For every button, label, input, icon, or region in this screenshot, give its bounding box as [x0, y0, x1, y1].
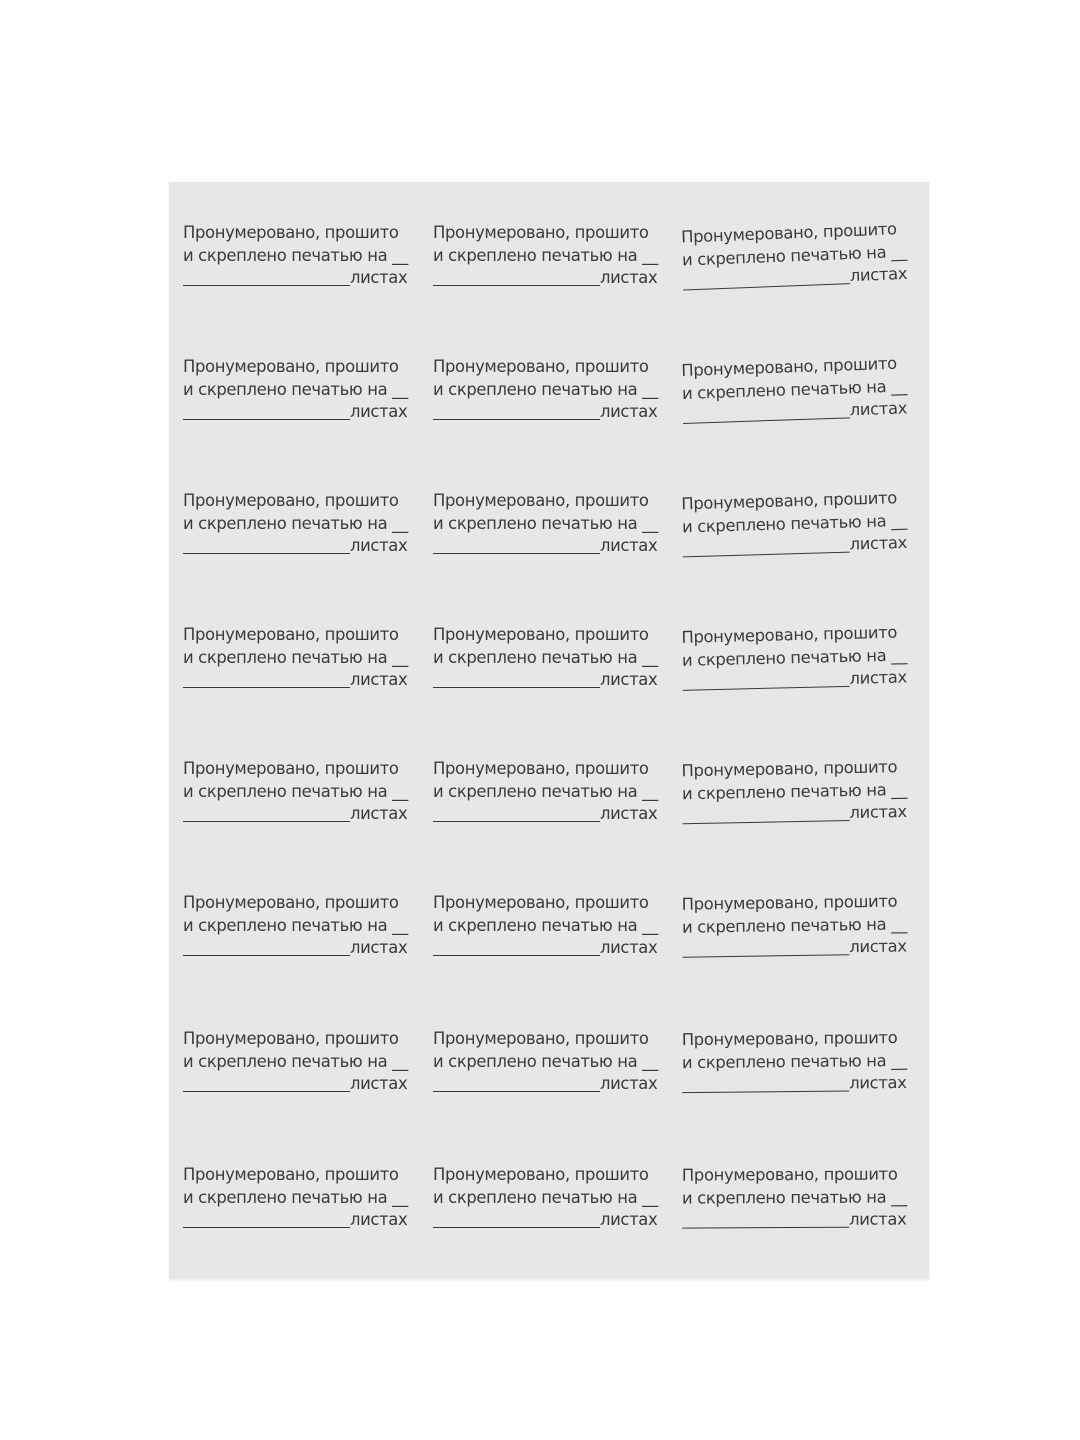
sticker-line-2: и скреплено печатью на __: [681, 1186, 907, 1208]
blank-underline: [183, 285, 350, 286]
sticker-label: [433, 1164, 669, 1232]
sticker-line-1: Пронумеровано, прошито: [183, 491, 399, 510]
blank-underline: [683, 820, 850, 824]
sticker-label: [433, 490, 669, 558]
sticker-label: [682, 1163, 918, 1232]
sticker-line-1: Пронумеровано, прошито: [680, 353, 898, 380]
sticker-suffix: листах: [350, 1210, 408, 1229]
sticker-suffix: листах: [849, 532, 908, 554]
sticker-line-3: [183, 937, 419, 960]
blank-underline: [433, 1227, 600, 1228]
sticker-line-2: и скреплено печатью на __: [681, 1050, 907, 1072]
sticker-suffix: листах: [849, 667, 908, 688]
sticker-line-1: Пронумеровано, прошито: [681, 1028, 898, 1050]
sticker-line-2: и скреплено печатью на __: [433, 915, 658, 935]
blank-underline: [433, 285, 600, 286]
sticker-suffix: листах: [849, 1072, 907, 1093]
sticker-line-3: [433, 1209, 669, 1232]
sticker-line-1: Пронумеровано, прошито: [681, 488, 898, 514]
sticker-suffix: листах: [350, 938, 408, 957]
sticker-line-1: Пронумеровано, прошито: [681, 757, 898, 781]
sticker-suffix: листах: [600, 402, 658, 421]
sticker-line-2: и скреплено печатью на __: [183, 379, 408, 399]
sticker-line-3: [682, 935, 918, 961]
blank-underline: [682, 1226, 849, 1228]
sticker-label: [183, 1164, 419, 1232]
sticker-line-1: Пронумеровано, прошито: [681, 891, 898, 914]
sticker-line-2: и скреплено печатью на __: [183, 781, 408, 801]
blank-underline: [183, 1091, 350, 1092]
sticker-line-1: Пронумеровано, прошито: [433, 625, 649, 644]
sticker-line-3: [183, 267, 419, 290]
sticker-label: [183, 1028, 419, 1096]
blank-underline: [683, 685, 850, 690]
sticker-suffix: листах: [350, 804, 408, 823]
sticker-line-3: [183, 535, 419, 558]
sticker-label: [433, 1028, 669, 1096]
sticker-label: [682, 890, 919, 961]
sticker-line-3: [682, 1072, 918, 1097]
sticker-line-2: и скреплено печатью на __: [681, 644, 908, 670]
blank-underline: [683, 283, 850, 290]
blank-underline: [433, 419, 600, 420]
blank-underline: [683, 551, 850, 557]
sticker-label: [681, 352, 919, 427]
sticker-line-2: и скреплено печатью на __: [681, 241, 908, 270]
blank-underline: [433, 821, 600, 822]
blank-underline: [183, 687, 350, 688]
sticker-line-3: [183, 803, 419, 826]
sticker-label: [183, 892, 419, 960]
sticker-label: [183, 222, 419, 290]
sticker-line-1: Пронумеровано, прошито: [183, 223, 399, 242]
sticker-line-2: и скреплено печатью на __: [681, 913, 907, 937]
sticker-line-2: и скреплено печатью на __: [183, 915, 408, 935]
blank-underline: [433, 955, 600, 956]
blank-underline: [183, 821, 350, 822]
sticker-line-3: [433, 937, 669, 960]
sticker-line-2: и скреплено печатью на __: [433, 1051, 658, 1071]
sticker-line-2: и скреплено печатью на __: [681, 375, 908, 403]
sticker-line-3: [433, 1073, 669, 1096]
sticker-suffix: листах: [849, 398, 908, 420]
sticker-line-1: Пронумеровано, прошито: [433, 491, 649, 510]
sticker-line-3: [183, 1073, 419, 1096]
sticker-line-1: Пронумеровано, прошито: [183, 893, 399, 912]
sticker-label: [681, 217, 919, 294]
sticker-line-3: [183, 669, 419, 692]
sticker-label: [183, 490, 419, 558]
sticker-label: [183, 356, 419, 424]
sticker-label: [433, 356, 669, 424]
blank-underline: [683, 417, 850, 424]
sticker-label: [433, 624, 669, 692]
sticker-line-3: [433, 401, 669, 424]
sticker-line-2: и скреплено печатью на __: [433, 1187, 658, 1207]
sticker-line-1: Пронумеровано, прошито: [433, 357, 649, 376]
sticker-suffix: листах: [600, 938, 658, 957]
sticker-line-1: Пронумеровано, прошито: [183, 357, 399, 376]
sticker-suffix: листах: [849, 1209, 907, 1229]
sticker-line-1: Пронумеровано, прошито: [433, 759, 649, 778]
sticker-line-2: и скреплено печатью на __: [183, 513, 408, 533]
sticker-suffix: листах: [849, 263, 908, 286]
sticker-label: [682, 1027, 919, 1097]
sticker-line-2: и скреплено печатью на __: [433, 647, 658, 667]
sticker-suffix: листах: [600, 670, 658, 689]
sticker-label: [433, 758, 669, 826]
sticker-line-1: Пронумеровано, прошито: [433, 1029, 649, 1048]
sticker-label: [681, 621, 919, 694]
sticker-line-2: и скреплено печатью на __: [681, 779, 908, 803]
sticker-line-1: Пронумеровано, прошито: [433, 223, 649, 242]
sticker-suffix: листах: [350, 536, 408, 555]
sticker-line-1: Пронумеровано, прошито: [183, 1029, 399, 1048]
sticker-line-1: Пронумеровано, прошито: [183, 1165, 399, 1184]
sticker-suffix: листах: [849, 936, 907, 957]
sticker-line-3: [682, 801, 918, 828]
sticker-line-1: Пронумеровано, прошито: [433, 1165, 649, 1184]
sticker-suffix: листах: [600, 1074, 658, 1093]
blank-underline: [183, 955, 350, 956]
sticker-suffix: листах: [600, 804, 658, 823]
sticker-label: [183, 624, 419, 692]
sticker-suffix: листах: [600, 268, 658, 287]
blank-underline: [183, 553, 350, 554]
sticker-line-2: и скреплено печатью на __: [183, 1187, 408, 1207]
sticker-line-2: и скреплено печатью на __: [183, 1051, 408, 1071]
sticker-suffix: листах: [600, 1210, 658, 1229]
sticker-suffix: листах: [350, 402, 408, 421]
sticker-label: [681, 487, 919, 561]
sticker-line-2: и скреплено печатью на __: [681, 510, 908, 536]
sticker-line-1: Пронумеровано, прошито: [183, 759, 399, 778]
sticker-label: [433, 892, 669, 960]
sticker-suffix: листах: [350, 268, 408, 287]
sticker-line-3: [183, 401, 419, 424]
sticker-label: [433, 222, 669, 290]
sticker-line-2: и скреплено печатью на __: [183, 647, 408, 667]
blank-underline: [183, 419, 350, 420]
sticker-line-3: [433, 803, 669, 826]
sticker-line-1: Пронумеровано, прошито: [681, 1164, 898, 1185]
sticker-line-3: [433, 669, 669, 692]
sticker-line-2: и скреплено печатью на __: [433, 379, 658, 399]
blank-underline: [183, 1227, 350, 1228]
sticker-sheet: [169, 182, 929, 1279]
blank-underline: [433, 687, 600, 688]
sticker-suffix: листах: [350, 670, 408, 689]
sticker-label: [681, 756, 918, 828]
sticker-suffix: листах: [600, 536, 658, 555]
sticker-line-2: и скреплено печатью на __: [433, 513, 658, 533]
sticker-line-3: [433, 535, 669, 558]
sticker-line-3: [433, 267, 669, 290]
blank-underline: [433, 1091, 600, 1092]
blank-underline: [682, 954, 849, 957]
sticker-line-1: Пронумеровано, прошито: [433, 893, 649, 912]
sticker-line-3: [183, 1209, 419, 1232]
sticker-suffix: листах: [849, 801, 907, 823]
sticker-line-1: Пронумеровано, прошито: [681, 622, 898, 647]
blank-underline: [682, 1090, 849, 1093]
sticker-line-2: и скреплено печатью на __: [183, 245, 408, 265]
sticker-label: [183, 758, 419, 826]
sticker-suffix: листах: [350, 1074, 408, 1093]
sticker-line-1: Пронумеровано, прошито: [680, 219, 898, 247]
sticker-line-2: и скреплено печатью на __: [433, 245, 658, 265]
sticker-line-3: [682, 1208, 918, 1232]
sticker-line-2: и скреплено печатью на __: [433, 781, 658, 801]
blank-underline: [433, 553, 600, 554]
sticker-line-1: Пронумеровано, прошито: [183, 625, 399, 644]
